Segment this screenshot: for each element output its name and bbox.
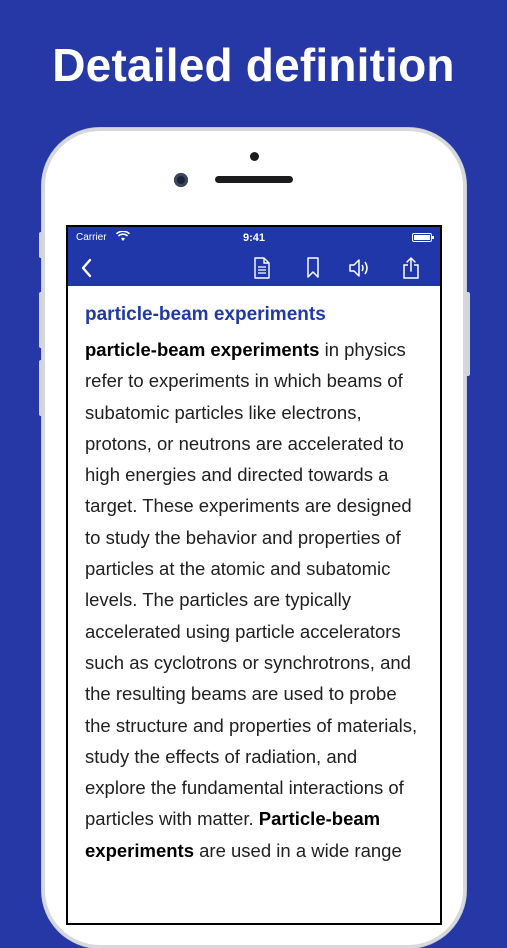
- bookmark-icon: [306, 257, 320, 279]
- share-icon: [402, 256, 420, 280]
- carrier-label: Carrier: [76, 232, 107, 243]
- status-bar: [68, 227, 440, 249]
- status-time: 9:41: [242, 232, 266, 244]
- definition-term: particle-beam experiments: [85, 339, 320, 360]
- volume-up-button: [39, 292, 44, 348]
- nav-bar: [68, 249, 440, 286]
- share-button[interactable]: [398, 255, 424, 281]
- back-chevron-icon: [80, 258, 94, 278]
- front-camera-icon: [174, 173, 188, 187]
- definition-text: [85, 334, 422, 866]
- definition-content: [68, 286, 440, 866]
- volume-down-button: [39, 360, 44, 416]
- earpiece-speaker: [215, 176, 293, 183]
- mute-switch: [39, 232, 44, 258]
- definition-body-2: are used in a wide range: [194, 839, 402, 861]
- document-icon: [253, 257, 271, 279]
- app-screen: [66, 225, 442, 925]
- definition-body-1: in physics refer to experiments in which beams of subatomic particles like electrons, protons, or neutrons are accelerated to high energies and directed towards a target. These experiments are designed to study the behavior and properties of particles at the atomic and subatomic levels. The particles are typically accelerated using particle accelerators such as cyclotrons or synchrotrons, and the resulting beams are used to probe the structure and properties of materials, study the effects of radiation, and explore the fundamental interactions of particles with matter.: [85, 339, 418, 830]
- bookmark-button[interactable]: [300, 255, 326, 281]
- power-button: [465, 292, 470, 376]
- speaker-icon: [348, 257, 372, 279]
- entry-title: particle-beam experiments: [85, 304, 326, 325]
- back-button[interactable]: [74, 255, 100, 281]
- document-button[interactable]: [249, 255, 275, 281]
- battery-icon: [412, 233, 432, 242]
- promo-headline: Detailed definition: [52, 39, 455, 91]
- definition-term-2: Particle-beam experiments: [85, 808, 381, 861]
- speaker-button[interactable]: [347, 255, 373, 281]
- proximity-sensor: [250, 152, 259, 161]
